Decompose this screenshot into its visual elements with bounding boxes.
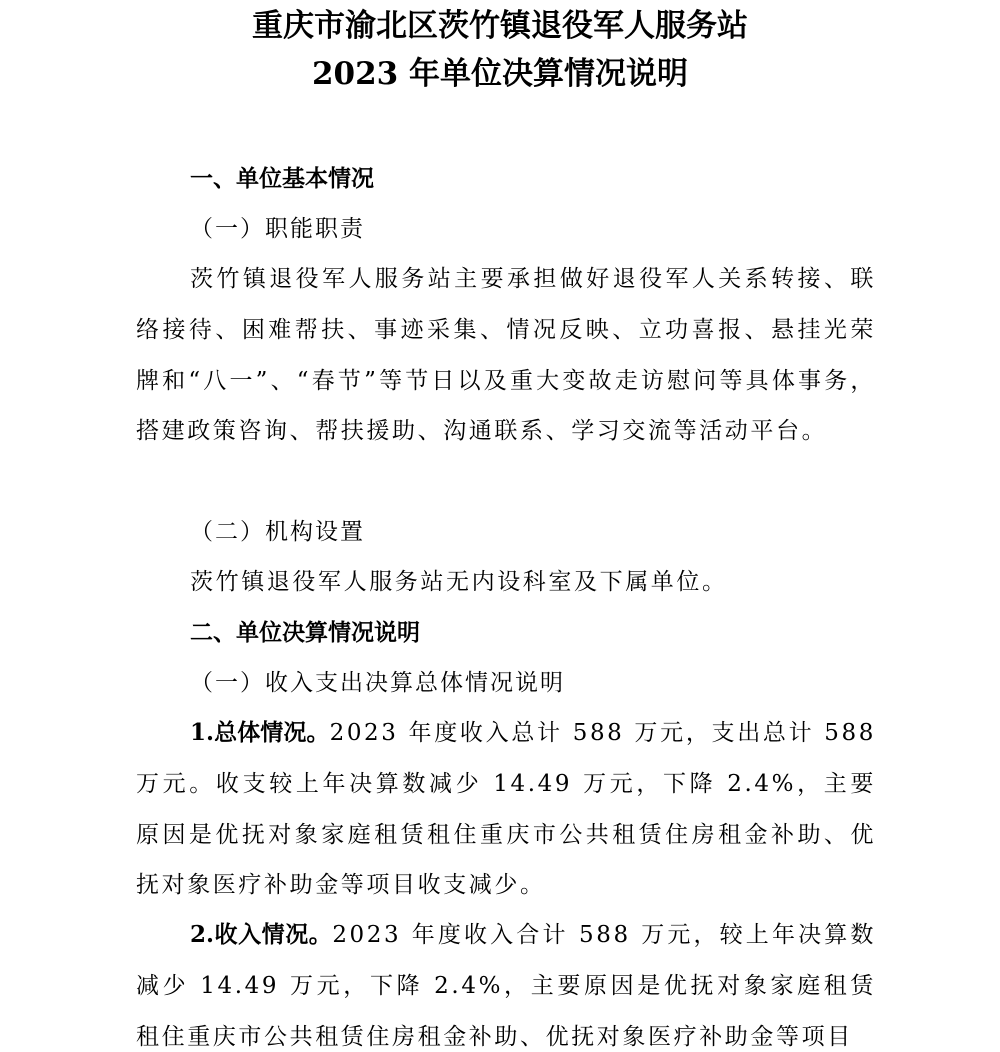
subsection-heading-functions: （一）职能职责: [190, 216, 365, 242]
item-text-income: 2023 年度收入合计 588 万元，较上年决算数减少 14.49 万元，下降 2.4%，主要原因是优抚对象家庭租赁租住重庆市公共租赁住房租金补助、优抚对象医疗补助金等项目: [136, 922, 876, 1050]
subsection-heading-organization: （二）机构设置: [190, 519, 365, 545]
item-label-overall: 1.总体情况。: [190, 719, 330, 746]
subsection-heading-income-expenditure: （一）收入支出决算总体情况说明: [190, 670, 565, 696]
section-heading-basic-info: 一、单位基本情况: [190, 166, 374, 192]
paragraph-overall-situation: [136, 708, 876, 911]
paragraph-organization: 茨竹镇退役军人服务站无内设科室及下属单位。: [190, 569, 728, 595]
section-heading-final-accounts: 二、单位决算情况说明: [190, 620, 420, 646]
item-label-income: 2.收入情况。: [190, 921, 333, 948]
paragraph-functions: 茨竹镇退役军人服务站主要承担做好退役军人关系转接、联络接待、困难帮扶、事迹采集、情况反映、立功喜报、悬挂光荣牌和“八一”、“春节”等节日以及重大变故走访慰问等具体事务，搭建政策咨询、帮扶援助、沟通联系、学习交流等活动平台。: [136, 266, 876, 445]
document-title-line1: 重庆市渝北区茨竹镇退役军人服务站: [252, 8, 748, 44]
paragraph-income-situation: [136, 910, 876, 1052]
document-title-line2: 2023 年单位决算情况说明: [311, 56, 689, 92]
item-text-overall: 2023 年度收入总计 588 万元，支出总计 588 万元。收支较上年决算数减少 14.49 万元，下降 2.4%，主要原因是优抚对象家庭租赁租住重庆市公共租赁住房租金补助、优抚对象医疗补助金等项目收支减少。: [136, 720, 876, 899]
